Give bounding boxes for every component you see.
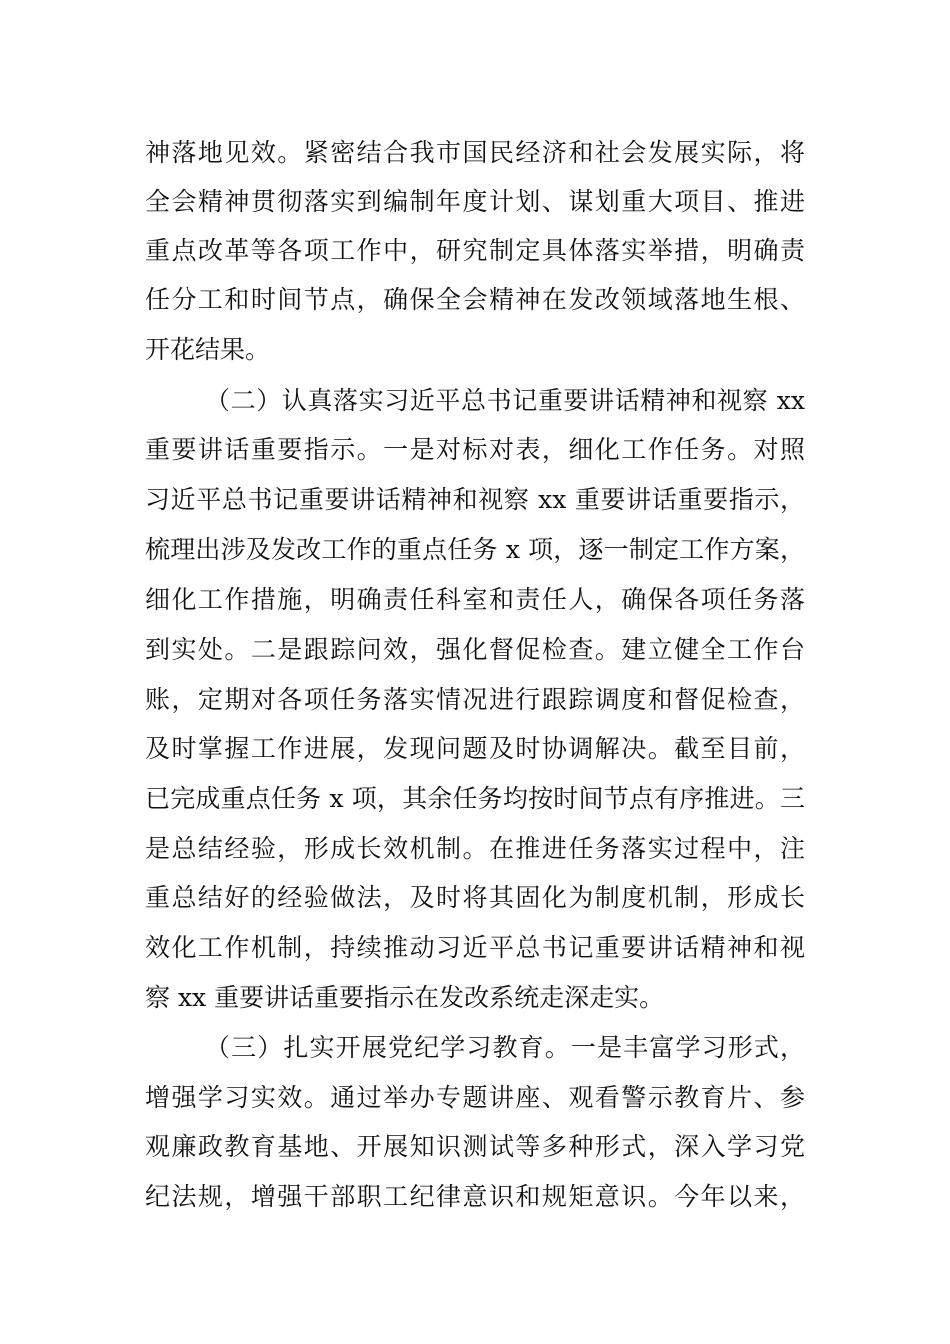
text-line: 开花结果。 — [145, 335, 271, 364]
text-line: 增强学习实效。通过举办专题讲座、观看警示教育片、参 — [145, 1083, 805, 1112]
section-heading-line: （二）认真落实习近平总书记重要讲话精神和视察 xx — [205, 386, 805, 415]
text-line: 是总结经验，形成长效机制。在推进任务落实过程中，注 — [145, 834, 805, 863]
text-line: 观廉政教育基地、开展知识测试等多种形式，深入学习党 — [145, 1132, 805, 1161]
text-line: 重总结好的经验做法，及时将其固化为制度机制，形成长 — [145, 883, 805, 912]
text-line: 及时掌握工作进展，发现问题及时协调解决。截至目前， — [145, 734, 805, 763]
text-line: 重要讲话重要指示。一是对标对表，细化工作任务。对照 — [145, 435, 805, 464]
text-line: 梳理出涉及发改工作的重点任务 x 项，逐一制定工作方案， — [145, 535, 805, 564]
text-line: 细化工作措施，明确责任科室和责任人，确保各项任务落 — [145, 585, 805, 614]
text-line: 效化工作机制，持续推动习近平总书记重要讲话精神和视 — [145, 933, 805, 962]
text-line: 重点改革等各项工作中，研究制定具体落实举措，明确责 — [145, 236, 805, 265]
text-line: 神落地见效。紧密结合我市国民经济和社会发展实际，将 — [145, 138, 805, 167]
text-line: 纪法规，增强干部职工纪律意识和规矩意识。今年以来， — [145, 1182, 805, 1211]
section-heading-line: （三）扎实开展党纪学习教育。一是丰富学习形式， — [205, 1033, 805, 1062]
text-line: 习近平总书记重要讲话精神和视察 xx 重要讲话重要指示， — [145, 485, 805, 514]
text-line: 账，定期对各项任务落实情况进行跟踪调度和督促检查， — [145, 685, 805, 714]
text-line: 任分工和时间节点，确保全会精神在发改领域落地生根、 — [145, 285, 805, 314]
text-line: 察 xx 重要讲话重要指示在发改系统走深走实。 — [145, 983, 665, 1012]
text-line: 到实处。二是跟踪问效，强化督促检查。建立健全工作台 — [145, 635, 805, 664]
text-line: 已完成重点任务 x 项，其余任务均按时间节点有序推进。三 — [145, 784, 805, 813]
text-line: 全会精神贯彻落实到编制年度计划、谋划重大项目、推进 — [145, 187, 805, 216]
